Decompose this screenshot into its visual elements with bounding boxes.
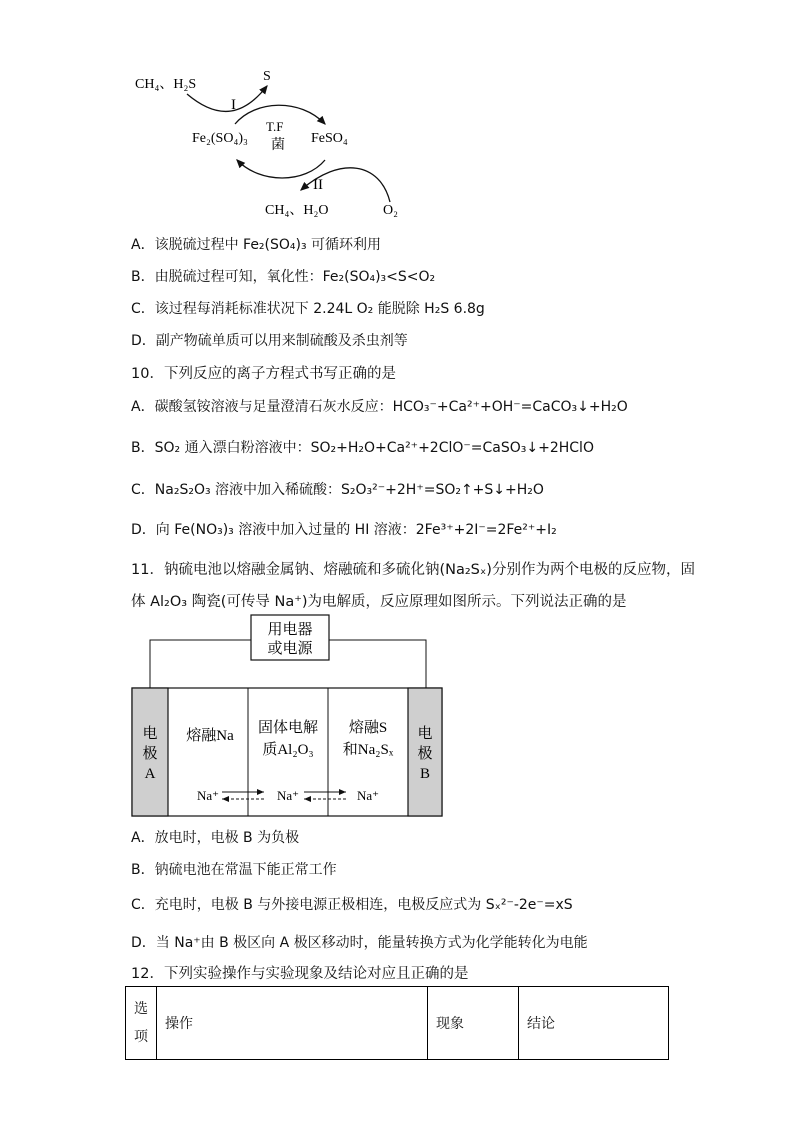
ion-label-left: Na⁺ bbox=[196, 788, 220, 803]
q9-option-d: D．副产物硫单质可以用来制硫酸及杀虫剂等 bbox=[131, 333, 408, 349]
q11-option-d: D．当 Na⁺由 B 极区向 A 极区移动时，能量转换方式为化学能转化为电能 bbox=[131, 935, 588, 951]
cycle-arc-bottom bbox=[237, 160, 325, 178]
cycle-product-top: S bbox=[263, 69, 271, 84]
q9-option-b: B．由脱硫过程可知，氧化性：Fe₂(SO₄)₃<S<O₂ bbox=[131, 269, 436, 285]
header-phenomenon: 现象 bbox=[428, 987, 519, 1060]
q10-option-c: C．Na₂S₂O₃ 溶液中加入稀硫酸：S₂O₃²⁻+2H⁺=SO₂↑+S↓+H₂O bbox=[131, 482, 544, 498]
cycle-center-label1: T.F bbox=[266, 119, 284, 134]
q10-option-b: B．SO₂ 通入漂白粉溶液中：SO₂+H₂O+Ca²⁺+2ClO⁻=CaSO₃↓+2HClO bbox=[131, 440, 594, 456]
cycle-bottom-reactant: O₂ bbox=[383, 203, 398, 218]
q9-option-a: A．该脱硫过程中 Fe₂(SO₄)₃ 可循环利用 bbox=[131, 237, 382, 253]
cycle-reactants-top: CH₄、H₂S bbox=[135, 77, 197, 92]
q11-stem-line1: 11．钠硫电池以熔融金属钠、熔融硫和多硫化钠(Na₂Sₓ)分别作为两个电极的反应物，固 bbox=[131, 562, 695, 578]
cycle-right-compound: FeSO₄ bbox=[311, 131, 348, 146]
desulfurization-cycle-diagram bbox=[125, 62, 425, 222]
cycle-left-compound: Fe₂(SO₄)₃ bbox=[192, 131, 248, 146]
electrode-b-char-3: B bbox=[419, 766, 431, 782]
q11-option-c: C．充电时，电极 B 与外接电源正极相连，电极反应式为 Sₓ²⁻-2e⁻=xS bbox=[131, 897, 573, 913]
q12-options-table bbox=[125, 986, 669, 1060]
q9-option-c: C．该过程每消耗标准状况下 2.24L O₂ 能脱除 H₂S 6.8g bbox=[131, 301, 485, 317]
electrode-a-char-1: 电 bbox=[142, 726, 158, 742]
electrode-a-char-3: A bbox=[144, 766, 156, 782]
cycle-step2-label: II bbox=[313, 177, 323, 193]
cycle-arrow-step1 bbox=[187, 86, 267, 111]
header-operation: 操作 bbox=[157, 987, 428, 1060]
q11-option-a: A．放电时，电极 B 为负极 bbox=[131, 830, 300, 846]
electrode-a-char-2: 极 bbox=[142, 746, 158, 762]
cycle-bottom-products: CH₄、H₂O bbox=[265, 203, 329, 218]
device-label-1: 用电器 bbox=[267, 622, 313, 638]
table-header-row bbox=[126, 987, 669, 1060]
ion-label-middle: Na⁺ bbox=[276, 788, 300, 803]
zone-molten-s-line1: 熔融S bbox=[348, 720, 388, 736]
q12-stem: 12．下列实验操作与实验现象及结论对应且正确的是 bbox=[131, 966, 469, 982]
zone-electrolyte-line2: 质Al₂O₃ bbox=[262, 742, 314, 758]
zone-molten-s-line2: 和Na₂Sₓ bbox=[342, 742, 394, 758]
q10-stem: 10．下列反应的离子方程式书写正确的是 bbox=[131, 366, 396, 382]
electrode-b-char-1: 电 bbox=[417, 726, 433, 742]
electrode-b-char-2: 极 bbox=[417, 746, 433, 762]
q10-option-d: D．向 Fe(NO₃)₃ 溶液中加入过量的 HI 溶液：2Fe³⁺+2I⁻=2Fe²⁺+I₂ bbox=[131, 522, 557, 538]
device-label-2: 或电源 bbox=[267, 641, 313, 657]
sodium-sulfur-battery-diagram bbox=[130, 612, 446, 820]
zone-electrolyte-line1: 固体电解 bbox=[257, 720, 319, 736]
q11-stem-line2: 体 Al₂O₃ 陶瓷(可传导 Na⁺)为电解质，反应原理如图所示。下列说法正确的是 bbox=[131, 594, 627, 610]
header-option-label: 选项 bbox=[134, 1001, 148, 1045]
cycle-center-label2: 菌 bbox=[271, 138, 285, 153]
q10-option-a: A．碳酸氢铵溶液与足量澄清石灰水反应：HCO₃⁻+Ca²⁺+OH⁻=CaCO₃↓+H₂O bbox=[131, 399, 628, 415]
header-option bbox=[126, 987, 157, 1060]
zone-molten-na: 熔融Na bbox=[186, 728, 234, 744]
q11-option-b: B．钠硫电池在常温下能正常工作 bbox=[131, 862, 337, 878]
cycle-step1-label: I bbox=[231, 97, 236, 113]
header-conclusion: 结论 bbox=[519, 987, 669, 1060]
ion-label-right: Na⁺ bbox=[356, 788, 380, 803]
